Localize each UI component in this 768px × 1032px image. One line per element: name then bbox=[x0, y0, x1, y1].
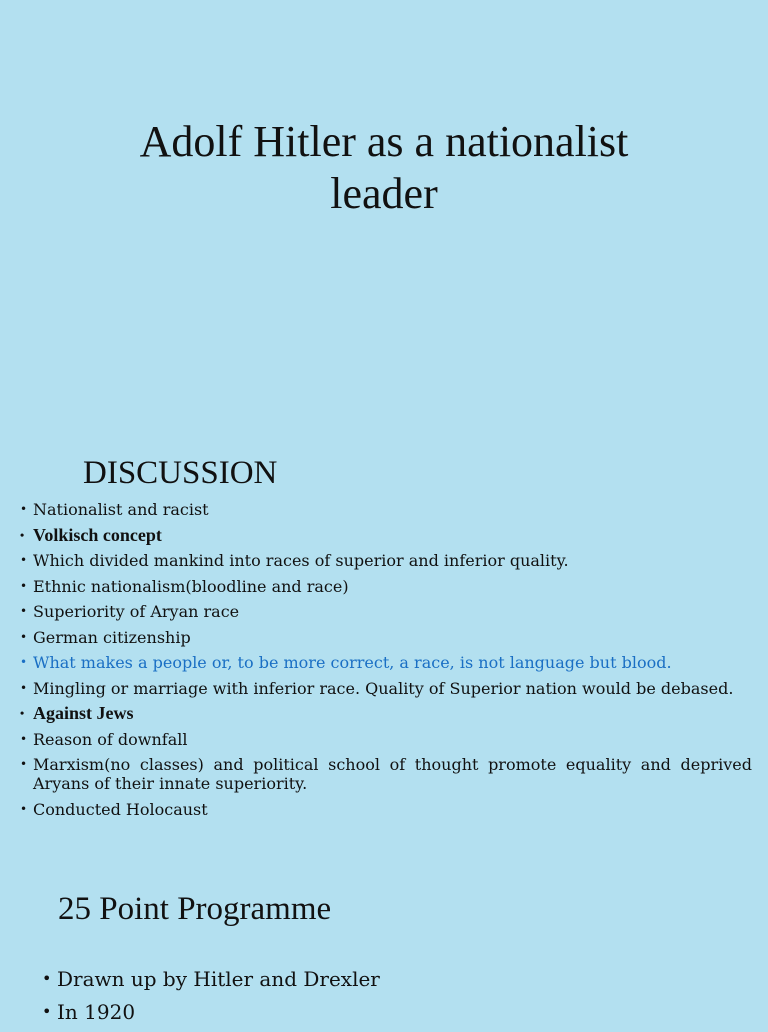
discussion-heading: DISCUSSION bbox=[83, 455, 278, 491]
programme-heading: 25 Point Programme bbox=[58, 891, 332, 927]
list-item: • Which divided mankind into races of superior and inferior quality. bbox=[20, 551, 752, 570]
list-item: • What makes a people or, to be more correct, a race, is not language but blood. bbox=[20, 653, 752, 672]
list-item: • Reason of downfall bbox=[20, 730, 752, 749]
list-item: • Drawn up by Hitler and Drexler bbox=[42, 966, 380, 992]
list-item: • Conducted Holocaust bbox=[20, 800, 752, 819]
list-item: • Nationalist and racist bbox=[20, 500, 752, 519]
list-item: • Mingling or marriage with inferior race. Quality of Superior nation would be debased. bbox=[20, 679, 752, 698]
page-title bbox=[0, 116, 768, 220]
title-line-1: Adolf Hitler as a nationalist bbox=[139, 117, 629, 166]
list-item: • Superiority of Aryan race bbox=[20, 602, 752, 621]
list-item: • In 1920 bbox=[42, 999, 380, 1025]
list-item: • Marxism(no classes) and political school of thought promote equality and deprived Aryans of their innate superiority. bbox=[20, 755, 752, 793]
title-line-2: leader bbox=[330, 169, 438, 218]
list-item: • German citizenship bbox=[20, 628, 752, 647]
discussion-list bbox=[20, 500, 752, 825]
list-item: • Against Jews bbox=[20, 704, 752, 723]
list-item: • Volkisch concept bbox=[20, 526, 752, 545]
programme-list bbox=[42, 966, 380, 1032]
list-item: • Ethnic nationalism(bloodline and race) bbox=[20, 577, 752, 596]
